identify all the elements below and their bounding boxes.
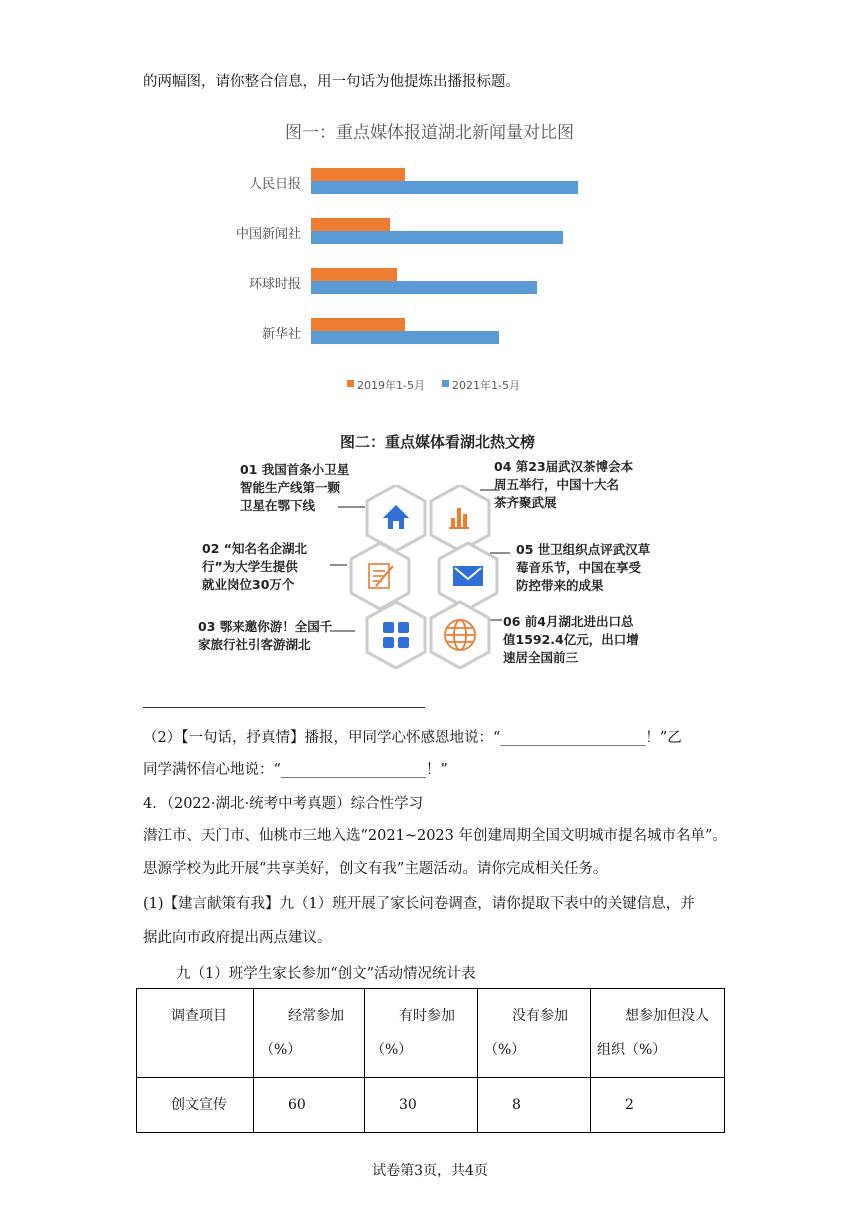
hot-item-06: 06 前4月湖北进出口总 值1592.4亿元，出口增 速居全国前三 <box>503 614 639 665</box>
hex-grid-apps <box>367 602 425 668</box>
table-cell: 创文宣传 <box>137 1078 254 1133</box>
category-label: 中国新闻社 <box>235 227 301 242</box>
hot-item-05: 05 世卫组织点评武汉草 莓音乐节，中国在享受 防控带来的成果 <box>516 542 651 593</box>
q4-para1: 潜江市、天门市、仙桃市三地入选“2021~2023 年创建周期全国文明城市提名城市名单”。 <box>143 828 727 844</box>
table-caption: 九（1）班学生家长参加“创文”活动情况统计表 <box>176 966 476 982</box>
hex-home <box>367 485 425 551</box>
table-cell: 30 <box>365 1078 478 1133</box>
hot-item-04: 04 第23届武汉茶博会本 周五举行，中国十大名 茶齐聚武展 <box>494 459 634 510</box>
survey-table <box>136 988 725 1133</box>
bar-series2 <box>311 181 578 194</box>
legend-label: 2021年1-5月 <box>452 379 520 392</box>
hexagon-icon-grid <box>330 485 510 670</box>
hex-mail <box>439 543 497 609</box>
table-row <box>137 1078 725 1133</box>
bar-series1 <box>311 318 405 331</box>
hex-document <box>351 543 409 609</box>
table-cell: 2 <box>591 1078 725 1133</box>
q4-header: 4．（2022·湖北·统考中考真题）综合性学习 <box>143 796 424 812</box>
hex-globe <box>431 602 489 668</box>
bar-series2 <box>311 281 537 294</box>
table-header-cell: 经常参加（%） <box>254 989 365 1078</box>
legend-label: 2019年1-5月 <box>357 379 425 392</box>
q4-para2: 思源学校为此开展“共享美好，创文有我”主题活动。请你完成相关任务。 <box>143 861 608 877</box>
bar-series2 <box>311 331 499 344</box>
bar-series1 <box>311 168 405 181</box>
answer-line[interactable] <box>143 707 425 708</box>
bar-series2 <box>311 231 563 244</box>
table-header-row <box>137 989 725 1078</box>
table-header-cell: 没有参加（%） <box>478 989 591 1078</box>
bar-series1 <box>311 218 390 231</box>
category-label: 环球时报 <box>248 277 301 292</box>
category-label: 人民日报 <box>248 177 301 192</box>
hex-bar-chart <box>431 485 489 551</box>
q2-line2: 同学满怀信心地说：“____________________！” <box>143 762 448 778</box>
mail-icon <box>453 566 483 586</box>
intro-text: 的两幅图，请你整合信息，用一句话为他提炼出播报标题。 <box>143 74 520 90</box>
page-footer: 试卷第3页，共4页 <box>372 1163 488 1179</box>
hot-item-03: 03 鄂来邀你游！全国千 家旅行社引客游湖北 <box>198 619 333 652</box>
q2-line1: （2）【一句话，抒真情】播报，甲同学心怀感恩地说：“____________________！”乙 <box>143 730 682 746</box>
hot-item-02: 02 “知名名企湖北 行”为大学生提供 就业岗位30万个 <box>202 541 307 592</box>
category-label: 新华社 <box>261 327 301 342</box>
table-cell: 8 <box>478 1078 591 1133</box>
table-header-cell: 调查项目 <box>137 989 254 1078</box>
bar-series1 <box>311 268 397 281</box>
legend-swatch <box>442 380 449 387</box>
q4-para3: (1)【建言献策有我】九（1）班开展了家长问卷调查，请你提取下表中的关键信息，并 <box>143 896 695 912</box>
table-cell: 60 <box>254 1078 365 1133</box>
table-header-cell: 想参加但没人组织（%） <box>591 989 725 1078</box>
table-header-cell: 有时参加（%） <box>365 989 478 1078</box>
chart2-title: 图二：重点媒体看湖北热文榜 <box>340 433 536 451</box>
q4-para4: 据此向市政府提出两点建议。 <box>143 930 332 946</box>
bar-chart <box>0 0 860 400</box>
legend-swatch <box>347 380 354 387</box>
hot-item-01: 01 我国首条小卫星 智能生产线第一颗 卫星在鄂下线 <box>240 462 350 513</box>
chart1-title: 图一：重点媒体报道湖北新闻量对比图 <box>285 123 574 143</box>
